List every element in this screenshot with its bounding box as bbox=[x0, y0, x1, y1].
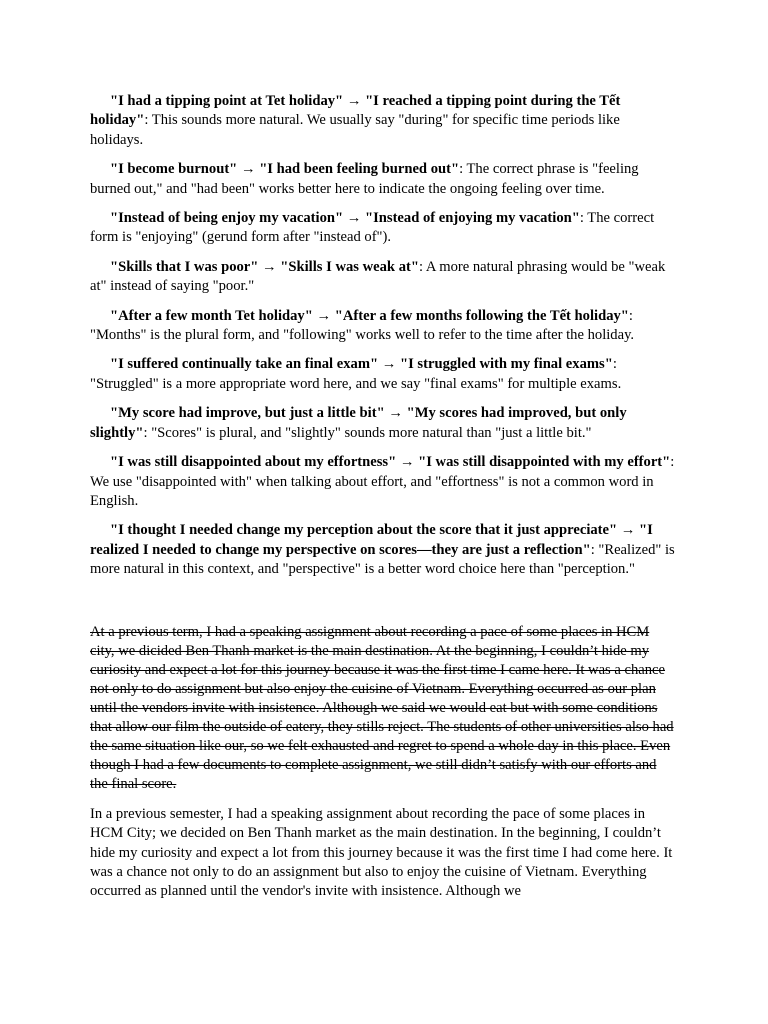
original-phrase: "Skills that I was poor" bbox=[110, 258, 259, 275]
explanation: : "Struggled" is a more appropriate word here, and we say "final exams" for multiple exams. bbox=[90, 356, 622, 392]
corrected-phrase: "I had been feeling burned out" bbox=[259, 161, 460, 178]
original-phrase: "My score had improve, but just a little bit" bbox=[110, 405, 385, 422]
arrow-icon: → bbox=[399, 454, 415, 471]
original-phrase: "I become burnout" bbox=[110, 161, 238, 178]
original-phrase: "After a few month Tet holiday" bbox=[110, 307, 313, 324]
correction-item bbox=[90, 258, 676, 297]
original-phrase: "I was still disappointed about my effortness" bbox=[110, 454, 397, 471]
arrow-icon: → bbox=[346, 210, 362, 227]
correction-item bbox=[90, 355, 676, 394]
corrected-phrase: "I was still disappointed with my effort" bbox=[418, 454, 671, 471]
original-phrase: "I thought I needed change my perception about the score that it just appreciate" bbox=[110, 522, 618, 539]
correction-item bbox=[90, 160, 676, 199]
explanation: : A more natural phrasing would be "weak at" instead of saying "poor." bbox=[90, 258, 666, 295]
original-phrase: "I had a tipping point at Tet holiday" bbox=[110, 93, 344, 109]
correction-item bbox=[90, 404, 676, 443]
struck-through-paragraph: At a previous term, I had a speaking assignment about recording a pace of some places in HCM city, we dicided Ben Thanh market is the main destination. At the beginning, I couldn’t hide my curiosity and expect a lot for this journey because it was the first time I came here. It was a chance not only to do assignment but also enjoy the cuisine of Vietnam. Everything occurred as our plan until the vendors invite with insistence. Although we said we would eat but with some conditions that allow our film the outside of eatery, they stills reject. The students of other universities also had the same situation like our, so we felt exhausted and regret to spend a whole day in this place. Even though I had a few documents to complete assignment, we still didn’t satisfy with our efforts and the final score. bbox=[90, 623, 674, 793]
corrected-phrase: "Instead of enjoying my vacation" bbox=[365, 210, 580, 227]
arrow-icon: → bbox=[381, 356, 397, 373]
original-phrase: "Instead of being enjoy my vacation" bbox=[110, 210, 344, 227]
correction-item bbox=[90, 92, 676, 150]
spacer bbox=[90, 590, 676, 623]
original-phrase: "I suffered continually take an final exam" bbox=[110, 356, 379, 373]
correction-item bbox=[90, 453, 676, 511]
correction-item bbox=[90, 209, 676, 248]
explanation: : We use "disappointed with" when talking about effort, and "effortness" is not a common word in English. bbox=[90, 454, 675, 509]
explanation: : The correct form is "enjoying" (gerund form after "instead of"). bbox=[90, 210, 655, 246]
corrected-phrase: "Skills I was weak at" bbox=[280, 258, 419, 275]
corrected-phrase: "My scores had improved, but only slightly" bbox=[90, 405, 627, 441]
arrow-icon: → bbox=[262, 258, 277, 275]
explanation: : "Scores" is plural, and "slightly" sounds more natural than "just a little bit." bbox=[143, 424, 592, 441]
explanation: : "Months" is the plural form, and "following" works well to refer to the time after the holiday. bbox=[90, 307, 635, 344]
explanation: : This sounds more natural. We usually say "during" for specific time periods like holidays. bbox=[90, 112, 620, 148]
arrow-icon: → bbox=[240, 161, 256, 178]
explanation: : "Realized" is more natural in this context, and "perspective" is a better word choice here than "perception." bbox=[90, 541, 675, 578]
arrow-icon: → bbox=[388, 405, 403, 422]
corrected-phrase: "I struggled with my final exams" bbox=[400, 356, 613, 373]
arrow-icon: → bbox=[316, 307, 332, 324]
revised-paragraph: In a previous semester, I had a speaking assignment about recording the pace of some places in HCM City; we decided on Ben Thanh market as the main destination. In the beginning, I couldn’t hide my curiosity and expect a lot from this journey because it was the first time I had come here. It was a chance not only to do an assignment but also to enjoy the cuisine of Vietnam. Everything occurred as planned until the vendor's invite with insistence. Although we bbox=[90, 806, 673, 899]
corrections-list bbox=[90, 92, 676, 580]
arrow-icon: → bbox=[346, 93, 362, 109]
corrected-phrase: "I reached a tipping point during the Tết holiday" bbox=[90, 93, 621, 129]
corrected-phrase: "After a few months following the Tết holiday" bbox=[334, 307, 629, 324]
corrected-phrase: "I realized I needed to change my perspective on scores—they are just a reflection" bbox=[90, 522, 653, 558]
explanation: : The correct phrase is "feeling burned out," and "had been" works better here to indicate the ongoing feeling over time. bbox=[90, 161, 639, 197]
correction-item bbox=[90, 307, 676, 346]
correction-item bbox=[90, 521, 676, 579]
arrow-icon: → bbox=[620, 522, 636, 539]
